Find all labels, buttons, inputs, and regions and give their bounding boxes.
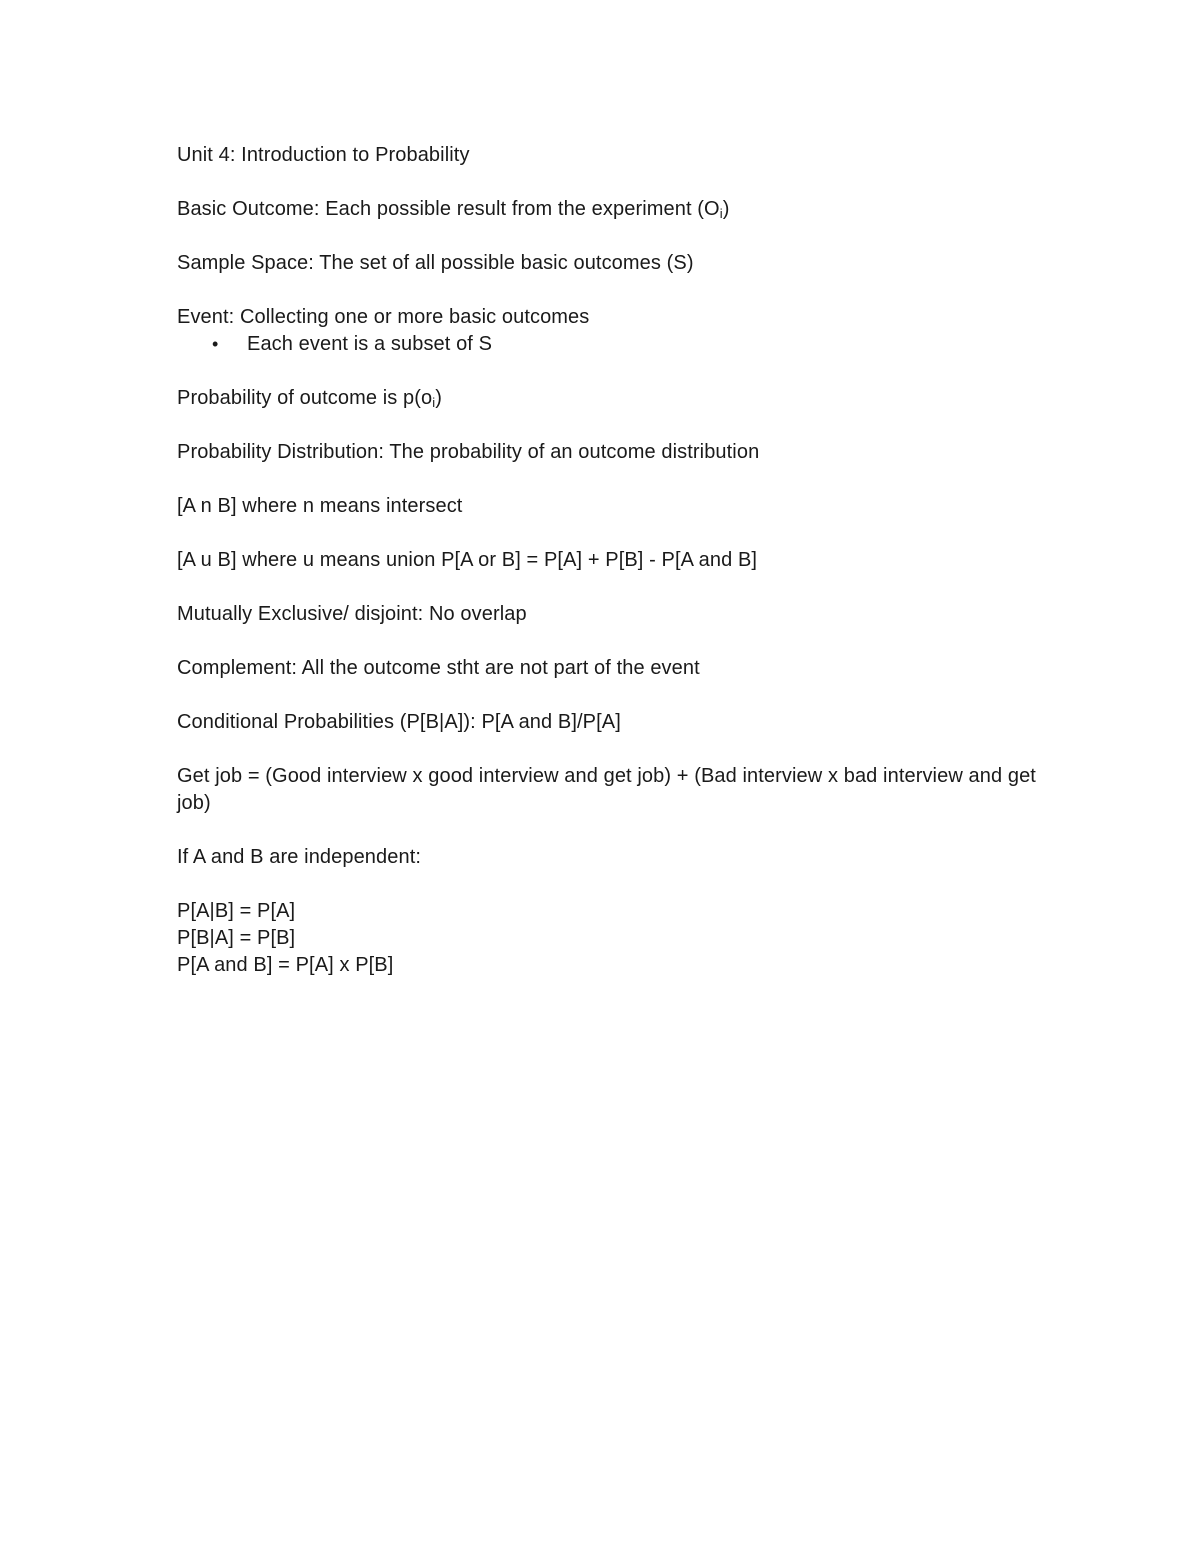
basic-outcome-subscript: i [719, 206, 723, 221]
mutually-exclusive-definition: Mutually Exclusive/ disjoint: No overlap [177, 603, 527, 625]
bullet-icon: • [212, 334, 219, 354]
get-job-formula: Get job = (Good interview x good interview and get job) + (Bad interview x bad interview and get job) [177, 765, 1036, 814]
independent-rule: P[A|B] = P[A] [177, 900, 296, 922]
event-bullet-item [177, 331, 1037, 358]
document-body [177, 142, 1037, 979]
event-definition: Event: Collecting one or more basic outcomes [177, 306, 590, 328]
union-definition: [A u B] where u means union P[A or B] = P[A] + P[B] - P[A and B] [177, 549, 758, 571]
probability-outcome-text: Probability of outcome is p(o [177, 387, 433, 409]
event-bullet-text: Each event is a subset of S [247, 333, 493, 355]
page-title: Unit 4: Introduction to Probability [177, 144, 470, 166]
probability-distribution-definition: Probability Distribution: The probability of an outcome distribution [177, 441, 760, 463]
independent-rule: P[A and B] = P[A] x P[B] [177, 954, 394, 976]
basic-outcome-definition [177, 196, 1037, 223]
basic-outcome-close: ) [722, 198, 730, 220]
probability-outcome-subscript: i [432, 395, 436, 410]
complement-definition: Complement: All the outcome stht are not part of the event [177, 657, 700, 679]
probability-outcome-definition [177, 385, 1037, 412]
independent-heading: If A and B are independent: [177, 846, 422, 868]
sample-space-definition: Sample Space: The set of all possible basic outcomes (S) [177, 252, 694, 274]
independent-rule: P[B|A] = P[B] [177, 927, 296, 949]
probability-outcome-close: ) [435, 387, 443, 409]
independent-rules-list [177, 898, 1037, 979]
conditional-probability-definition: Conditional Probabilities (P[B|A]): P[A and B]/P[A] [177, 711, 621, 733]
intersect-definition: [A n B] where n means intersect [177, 495, 463, 517]
basic-outcome-text: Basic Outcome: Each possible result from the experiment (O [177, 198, 720, 220]
